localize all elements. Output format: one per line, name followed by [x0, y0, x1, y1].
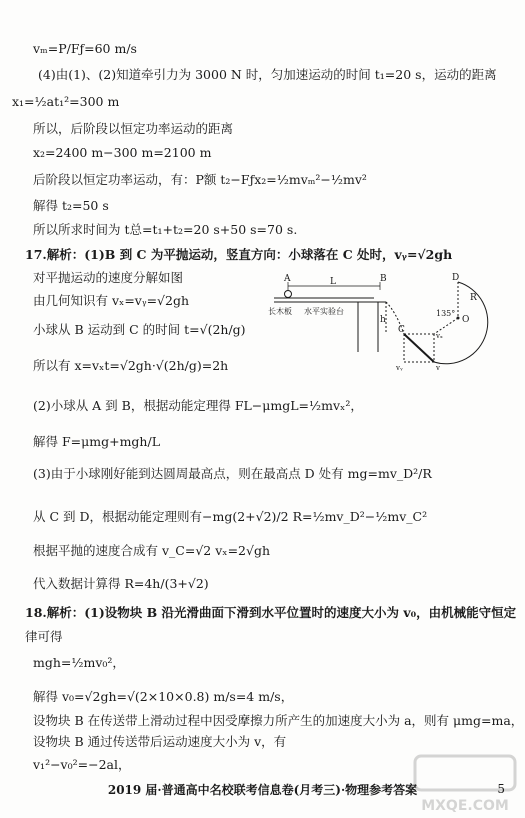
label-table: 水平实验台: [304, 307, 344, 316]
line-x-2h: 所以有 x=vₓt=√2gh·√(2h/g)=2h: [33, 358, 229, 373]
line-decompose: 对平抛运动的速度分解如图: [33, 270, 184, 285]
line-law: 律可得: [25, 629, 63, 644]
page-number: 5: [497, 782, 505, 796]
line-mgh: mgh=½mv₀²，: [33, 655, 125, 670]
label-c: C: [398, 325, 405, 335]
line-power-eq: 后阶段以恒定功率运动，有：P额 t₂−Fƒx₂=½mvₘ²−½mv²: [33, 172, 367, 187]
line-vm: vₘ=P/Fƒ=60 m/s: [33, 41, 137, 56]
line-energy-cd: 从 C 到 D，根据动能定理则有−mg(2+√2)/2 R=½mv_D²−½mv_C²: [33, 509, 428, 524]
label-r: R: [470, 293, 477, 303]
label-board: 长木板: [268, 307, 292, 316]
watermark-text: MXQE.COM: [421, 798, 509, 814]
line-r: 代入数据计算得 R=4h/(3+√2): [33, 576, 209, 591]
line-accel: 设物块 B 在传送带上滑动过程中因受摩擦力所产生的加速度大小为 a，则有 μmg=ma，: [33, 713, 524, 728]
line-time-bc: 小球从 B 运动到 C 的时间 t=√(2h/g): [33, 322, 246, 337]
line-q17-part3: (3)由于小球刚好能到达圆周最高点，则在最高点 D 处有 mg=mv_D²/R: [33, 466, 432, 481]
line-x1: x₁=½at₁²=300 m: [12, 94, 120, 109]
projectile-diagram: [268, 272, 508, 380]
label-d: D: [452, 273, 460, 283]
page-footer: 2019 届·普通高中名校联考信息卷(月考三)·物理参考答案: [107, 783, 418, 797]
line-vx-vy: 由几何知识有 vₓ=vᵧ=√2gh: [33, 293, 190, 308]
line-x2: x₂=2400 m−300 m=2100 m: [33, 145, 212, 160]
label-v: v: [436, 364, 440, 372]
label-vy: vᵧ: [396, 364, 403, 372]
line-total-time: 所以所求时间为 t总=t₁+t₂=20 s+50 s=70 s.: [33, 222, 298, 237]
line-solve-f: 解得 F=μmg+mgh/L: [33, 434, 160, 449]
label-vx: vₓ: [436, 332, 443, 340]
line-so-after: 所以，后阶段以恒定功率运动的距离: [33, 121, 234, 136]
q17-heading: 17.解析：(1)B 到 C 为平抛运动，竖直方向：小球落在 C 处时，vᵧ=√2gh: [25, 247, 453, 262]
ball-icon: [285, 291, 292, 298]
line-vc: 根据平抛的速度合成有 v_C=√2 vₓ=2√gh: [33, 543, 271, 558]
line-t2: 解得 t₂=50 s: [33, 198, 109, 213]
q18-heading: 18.解析：(1)设物块 B 沿光滑曲面下滑到水平位置时的速度大小为 v₀，由机械能守恒定: [25, 605, 517, 620]
line-part4: (4)由(1)、(2)知道牵引力为 3000 N 时，匀加速运动的时间 t₁=20 s，运动的距离: [38, 67, 497, 82]
line-v-after: 设物块 B 通过传送带后运动速度大小为 v，有: [33, 734, 287, 749]
label-l: L: [330, 277, 336, 287]
label-b: B: [380, 274, 387, 284]
label-angle: 135°: [436, 309, 456, 318]
label-a: A: [284, 274, 291, 284]
label-o: O: [462, 315, 470, 325]
line-v1: v₁²−v₀²=−2al，: [33, 757, 131, 772]
line-q17-part2: (2)小球从 A 到 B，根据动能定理得 FL−μmgL=½mvₓ²，: [33, 398, 363, 413]
label-h: h: [380, 315, 386, 325]
line-v0: 解得 v₀=√2gh=√(2×10×0.8) m/s=4 m/s，: [33, 689, 294, 704]
